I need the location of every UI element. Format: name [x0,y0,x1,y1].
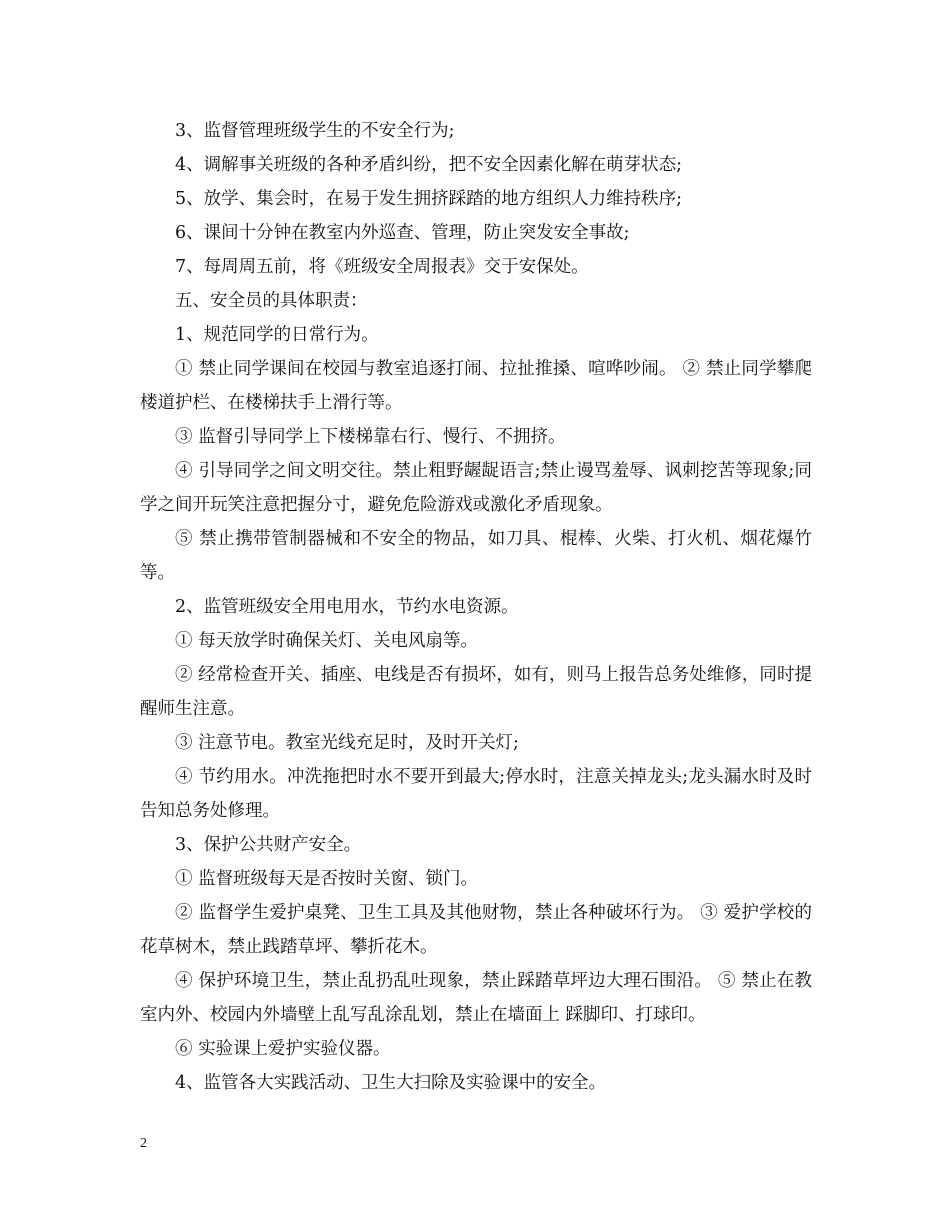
subsection-heading: 1、规范同学的日常行为。 [175,325,379,345]
paragraph: ③ 注意节电。教室光线充足时，及时开关灯; [175,733,519,753]
page-number: 2 [140,1136,147,1151]
paragraph: ① 每天放学时确保关灯、关电风扇等。 [175,631,479,651]
paragraph: ④ 保护环境卫生，禁止乱扔乱吐现象，禁止踩踏草坪边大理石围沿。 ⑤ 禁止在教室内外、校园内外墙壁上乱写乱涂乱划，禁止在墙面上 踩脚印、打球印。 [140,971,812,1025]
paragraph: 5、放学、集会时，在易于发生拥挤踩踏的地方组织人力维持秩序; [175,189,683,209]
paragraph: ② 经常检查开关、插座、电线是否有损坏，如有，则马上报告总务处维修，同时提醒师生注意。 [140,665,812,719]
paragraph: ⑤ 禁止携带管制器械和不安全的物品，如刀具、棍棒、火柴、打火机、烟花爆竹等。 [140,529,812,583]
subsection-heading: 3、保护公共财产安全。 [175,835,362,855]
paragraph: ⑥ 实验课上爱护实验仪器。 [175,1039,391,1059]
paragraph: 7、每周周五前，将《班级安全周报表》交于安保处。 [175,257,589,277]
paragraph: 4、调解事关班级的各种矛盾纠纷，把不安全因素化解在萌芽状态; [175,155,683,175]
subsection-heading: 4、监管各大实践活动、卫生大扫除及实验课中的安全。 [175,1073,607,1093]
paragraph: ① 监督班级每天是否按时关窗、锁门。 [175,869,479,889]
paragraph: ③ 监督引导同学上下楼梯靠右行、慢行、不拥挤。 [175,427,566,447]
paragraph: ④ 引导同学之间文明交往。禁止粗野龌龊语言;禁止谩骂羞辱、讽刺挖苦等现象;同学之间开玩笑注意把握分寸，避免危险游戏或激化矛盾现象。 [140,461,812,515]
paragraph: 6、课间十分钟在教室内外巡查、管理，防止突发安全事故; [175,223,630,243]
paragraph: 3、监督管理班级学生的不安全行为; [175,121,455,141]
paragraph: ① 禁止同学课间在校园与教室追逐打闹、拉扯推搡、喧哗吵闹。 ② 禁止同学攀爬楼道护栏、在楼梯扶手上滑行等。 [140,359,812,413]
paragraph: ② 监督学生爱护桌凳、卫生工具及其他财物，禁止各种破坏行为。 ③ 爱护学校的花草树木，禁止践踏草坪、攀折花木。 [140,903,812,957]
paragraph: ④ 节约用水。冲洗拖把时水不要开到最大;停水时，注意关掉龙头;龙头漏水时及时告知总务处修理。 [140,767,812,821]
subsection-heading: 2、监管班级安全用电用水，节约水电资源。 [175,597,519,617]
section-heading: 五、安全员的具体职责： [175,291,368,311]
